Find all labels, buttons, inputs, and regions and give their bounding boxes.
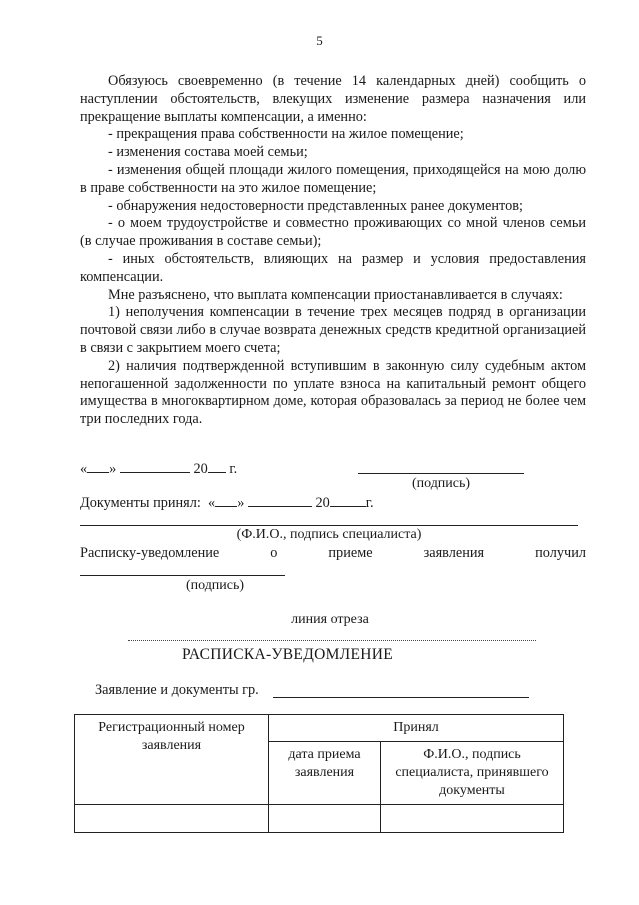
docs-day-blank[interactable] [215,492,237,507]
receipt-title: РАСПИСКА-УВЕДОМЛЕНИЕ [182,646,393,663]
obligation-intro: Обязуюсь своевременно (в течение 14 календарных дней) сообщить о наступлении обстоятельств, влекущих изменение размера назначения или прекращение выплаты компенсации, а именно: [80,73,586,125]
registration-number-cell[interactable] [75,805,269,833]
bullet-documents: - обнаружения недостоверности представленных ранее документов; [108,197,523,214]
bullet-ownership: - прекращения права собственности на жилое помещение; [108,126,464,143]
specialist-cell[interactable] [381,805,564,833]
applicant-date-line: « » 20 г. [80,458,237,478]
receipt-received-line: Расписку-уведомление о приеме заявления получил [80,545,586,561]
docs-accepted-line: Документы принял: « » 20 г. [80,492,374,512]
specialist-caption: (Ф.И.О., подпись специалиста) [236,527,422,542]
suspension-case-2: 2) наличия подтвержденной вступившим в законную силу судебным актом непогашенной задолженности по уплате взноса на капитальный ремонт общего имущества в многоквартирном доме, которая образовалась за период не более чем три последних года. [80,357,586,428]
specialist-header: Ф.И.О., подпись специалиста, принявшего документы [381,742,564,805]
applicant-signature-caption: (подпись) [411,476,471,491]
applicant-name-blank[interactable] [273,697,529,698]
specialist-line[interactable] [80,525,578,526]
day-blank[interactable] [87,458,109,473]
bullet-area: - изменения общей площади жилого помещения, приходящейся на мою долю в праве собственности на это жилое помещение; [80,161,586,196]
receipt-signature-line[interactable] [80,575,285,576]
year-blank[interactable] [208,458,226,473]
obligation-text [80,73,586,429]
suspension-case-1: 1) неполучения компенсации в течение трех месяцев подряд в организации почтовой связи либо в случае возврата денежных средств кредитной организацией в связи с закрытием моего счета; [80,304,586,356]
registration-number-header: Регистрационный номер заявления [75,715,269,805]
accepted-header: Принял [269,715,564,742]
suspension-intro: Мне разъяснено, что выплата компенсации приостанавливается в случаях: [108,286,563,303]
bullet-family: - изменения состава моей семьи; [108,144,308,161]
accept-date-cell[interactable] [269,805,381,833]
receipt-table [74,714,564,833]
accept-date-header: дата приема заявления [269,742,381,805]
cut-line [128,640,536,641]
docs-month-blank[interactable] [248,492,312,507]
bullet-other: - иных обстоятельств, влияющих на размер и условия предоставления компенсации. [80,250,586,285]
receipt-signature-caption: (подпись) [185,578,245,593]
docs-year-blank[interactable] [330,492,366,507]
page-number: 5 [316,33,323,48]
applicant-signature-line[interactable] [358,473,524,474]
month-blank[interactable] [120,458,190,473]
application-line: Заявление и документы гр. [95,682,259,698]
bullet-employment: - о моем трудоустройстве и совместно проживающих со мной членов семьи (в случае проживания в составе семьи); [80,215,586,250]
cut-line-label: линия отреза [291,612,369,627]
